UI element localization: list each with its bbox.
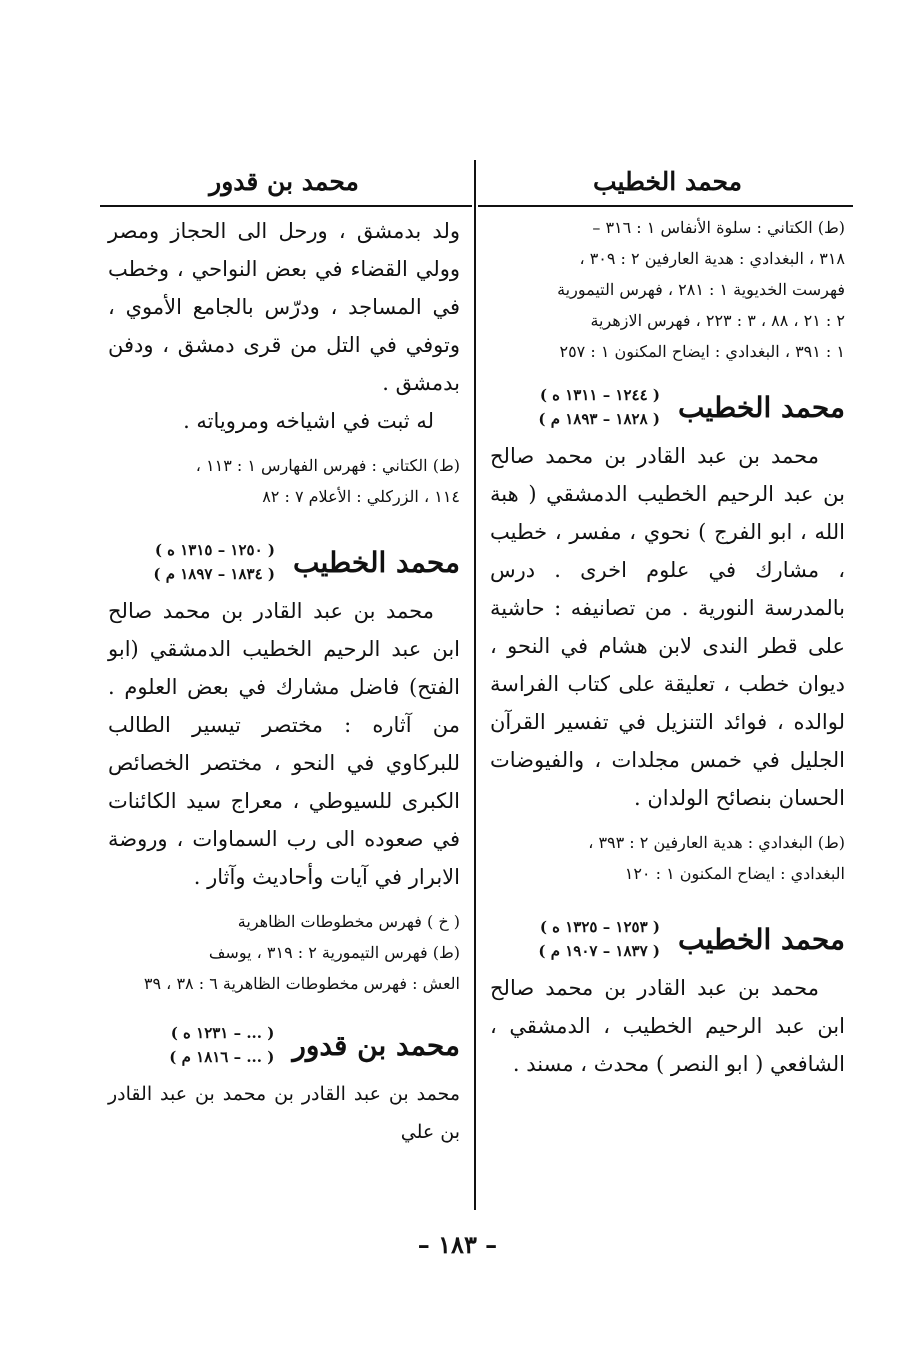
entry-heading bbox=[490, 915, 845, 963]
entry-body: محمد بن عبد القادر بن محمد بن عبد القادر بن علي bbox=[108, 1083, 460, 1143]
reference-line: ٢ : ٢١ ، ٨٨ ، ٣ : ٢٢٣ ، فهرس الازهرية bbox=[590, 311, 845, 330]
entry-name: محمد بن قدور bbox=[292, 1028, 460, 1062]
entry-heading bbox=[108, 538, 460, 586]
reference-line: فهرست الخديوية ١ : ٢٨١ ، فهرس التيمورية bbox=[557, 280, 845, 299]
reference-line: (ط) الكتاني : سلوة الأنفاس ١ : ٣١٦ – bbox=[592, 218, 845, 237]
right-header-rule bbox=[478, 205, 853, 207]
reference-line: البغدادي : ايضاح المكنون ١ : ١٢٠ bbox=[624, 864, 845, 883]
entry-name: محمد الخطيب bbox=[292, 545, 460, 579]
dates-hijri: ( ١٢٥٣ – ١٣٢٥ ه ) bbox=[539, 918, 660, 936]
entry-dates bbox=[538, 383, 660, 431]
entry-dates bbox=[169, 1021, 274, 1069]
entry-body: محمد بن عبد القادر بن محمد صالح ابن عبد الرحيم الخطيب ، الدمشقي ، الشافعي ( ابو النصر ) محدث ، مسند . bbox=[490, 976, 845, 1076]
left-column-title: محمد بن قدور bbox=[209, 167, 359, 196]
reference-line: (ط) فهرس التيمورية ٢ : ٣١٩ ، يوسف bbox=[208, 943, 460, 962]
left-header-rule bbox=[100, 205, 472, 207]
reference-line: (ط) الكتاني : فهرس الفهارس ١ : ١١٣ ، bbox=[195, 456, 460, 475]
column-divider bbox=[474, 160, 476, 1210]
right-column-title: محمد الخطيب bbox=[592, 167, 743, 196]
entry-name: محمد الخطيب bbox=[677, 922, 845, 956]
entry-heading bbox=[108, 1021, 460, 1069]
reference-line: العش : فهرس مخطوطات الظاهرية ٦ : ٣٨ ، ٣٩ bbox=[143, 974, 460, 993]
dates-gregorian: ( ١٨٣٧ – ١٩٠٧ م ) bbox=[538, 942, 660, 960]
reference-line: ١ : ٣٩١ ، البغدادي : ايضاح المكنون ١ : ٢٥٧ bbox=[559, 342, 845, 361]
dates-hijri: ( ١٢٤٤ – ١٣١١ ه ) bbox=[539, 386, 660, 404]
entry-body-continued: ولد بدمشق ، ورحل الى الحجاز ومصر وولي القضاء في بعض النواحي ، وخطب في المساجد ، ودرّس بالجامع الأموي ، وتوفي في التل من قرى دمشق ، ودفن بدمشق . bbox=[108, 219, 460, 395]
dates-hijri: ( ١٢٥٠ – ١٣١٥ ه ) bbox=[154, 541, 275, 559]
entry-body: محمد بن عبد القادر بن محمد صالح ابن عبد الرحيم الخطيب الدمشقي (ابو الفتح) فاضل مشارك في بعض العلوم . من آثاره : مختصر تيسير الطالب للبركاوي في النحو ، مختصر الخصائص الكبرى للسيوطي ، معراج سيد الكائنات في صعوده الى رب السماوات ، وروضة الابرار في آيات وأحاديث وآثار . bbox=[108, 599, 460, 889]
dates-gregorian: ( ١٨٢٨ – ١٨٩٣ م ) bbox=[538, 410, 660, 428]
entry-heading bbox=[490, 383, 845, 431]
page-number: – ١٨٣ – bbox=[417, 1230, 498, 1259]
reference-line: ٣١٨ ، البغدادي : هدية العارفين ٢ : ٣٠٩ ، bbox=[579, 249, 845, 268]
entry-body: محمد بن عبد القادر بن محمد صالح بن عبد الرحيم الخطيب الدمشقي ( هبة الله ، ابو الفرج ) نحوي ، مفسر ، خطيب ، مشارك في علوم اخرى . درس بالمدرسة النورية . من تصانيفه : حاشية على قطر الندى لابن هشام في النحو ، ديوان خطب ، تعليقة على كتاب الفراسة لوالده ، فوائد التنزيل في تفسير القرآن الجليل في خمس مجلدات ، والفيوضات الحسان بنصائح الولدان . bbox=[490, 444, 845, 810]
left-column bbox=[108, 212, 460, 1151]
dates-hijri: ( ... – ١٢٣١ ه ) bbox=[170, 1024, 275, 1042]
dates-gregorian: ( ... – ١٨١٦ م ) bbox=[169, 1048, 275, 1066]
entry-dates bbox=[538, 915, 660, 963]
reference-line: ١١٤ ، الزركلي : الأعلام ٧ : ٨٢ bbox=[262, 487, 460, 506]
entry-name: محمد الخطيب bbox=[677, 390, 845, 424]
reference-line: (ط) البغدادي : هدية العارفين ٢ : ٣٩٣ ، bbox=[588, 833, 845, 852]
right-column bbox=[490, 212, 845, 1083]
reference-line: ( خ ) فهرس مخطوطات الظاهرية bbox=[237, 912, 460, 931]
entry-note: له ثبت في اشياخه ومروياته . bbox=[183, 409, 434, 433]
dates-gregorian: ( ١٨٣٤ – ١٨٩٧ م ) bbox=[153, 565, 275, 583]
entry-dates bbox=[153, 538, 275, 586]
